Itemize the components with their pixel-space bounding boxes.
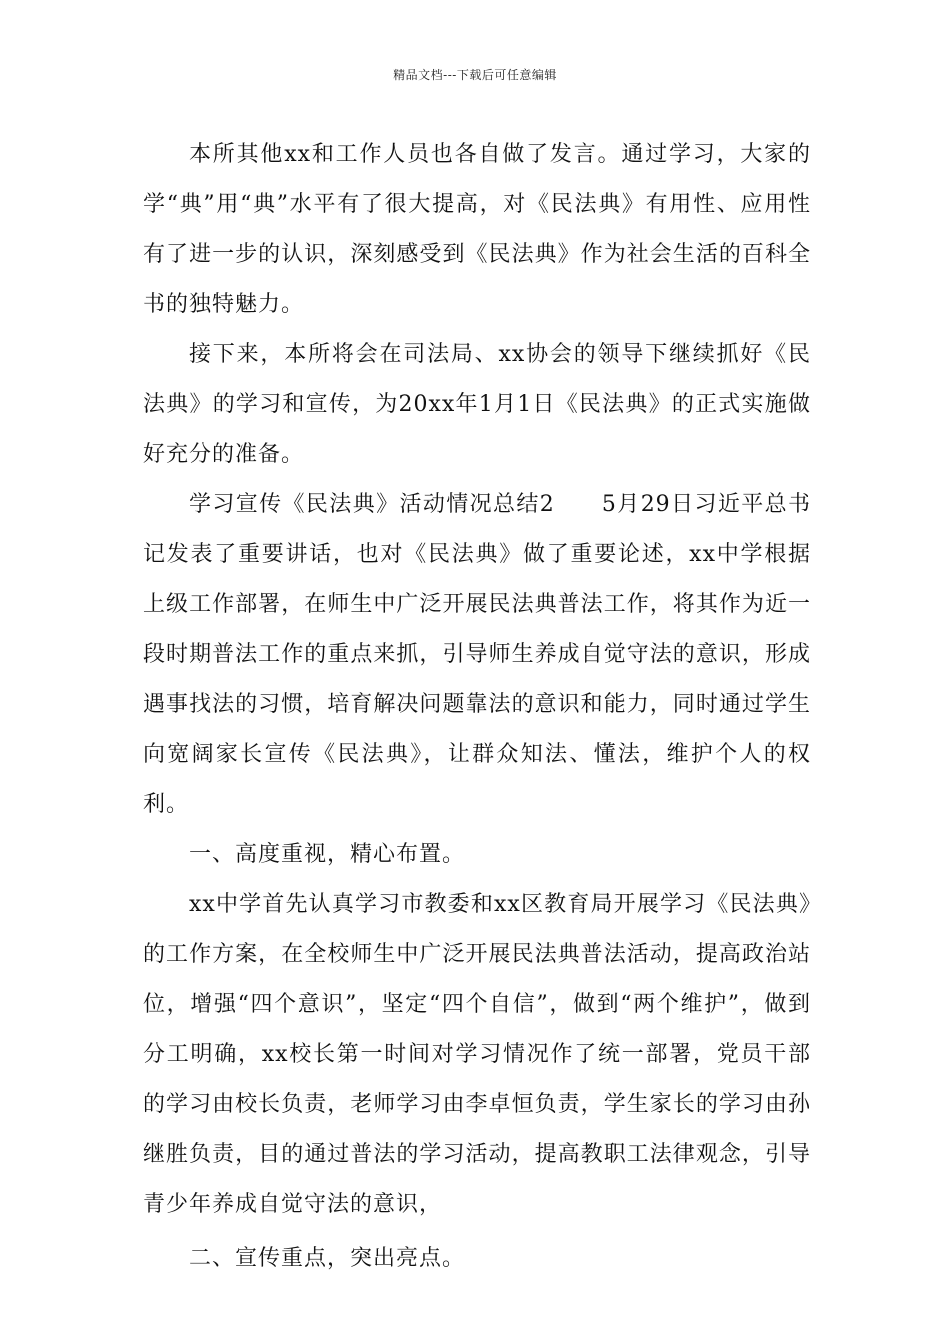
- document-body: [143, 130, 811, 1284]
- section-heading-1: 一、高度重视，精心布置。: [189, 842, 466, 867]
- page-header: 精品文档---下载后可任意编辑: [393, 68, 557, 82]
- paragraph-section-1-body: xx中学首先认真学习市教委和xx区教育局开展学习《民法典》的工作方案，在全校师生中广泛开展民法典普法活动，提高政治站位，增强“四个意识”，坚定“四个自信”，做到“两个维护”，做到分工明确，xx校长第一时间对学习情况作了统一部署，党员干部的学习由校长负责，老师学习由李卓恒负责，学生家长的学习由孙继胜负责，目的通过普法的学习活动，提高教职工法律观念，引导青少年养成自觉守法的意识，: [143, 892, 811, 1217]
- paragraph-summary-2: 学习宣传《民法典》活动情况总结2 5月29日习近平总书记发表了重要讲话，也对《民法典》做了重要论述，xx中学根据上级工作部署，在师生中广泛开展民法典普法工作，将其作为近一段时期普法工作的重点来抓，引导师生养成自觉守法的意识，形成遇事找法的习惯，培育解决问题靠法的意识和能力，同时通过学生向宽阔家长宣传《民法典》，让群众知法、懂法，维护个人的权利。: [143, 492, 811, 817]
- paragraph-speeches: 本所其他xx和工作人员也各自做了发言。通过学习，大家的学“典”用“典”水平有了很大提高，对《民法典》有用性、应用性有了进一步的认识，深刻感受到《民法典》作为社会生活的百科全书的独特魅力。: [143, 142, 811, 317]
- paragraph-next-steps: 接下来，本所将会在司法局、xx协会的领导下继续抓好《民法典》的学习和宣传，为20xx年1月1日《民法典》的正式实施做好充分的准备。: [143, 342, 811, 467]
- section-heading-2: 二、宣传重点，突出亮点。: [189, 1246, 466, 1271]
